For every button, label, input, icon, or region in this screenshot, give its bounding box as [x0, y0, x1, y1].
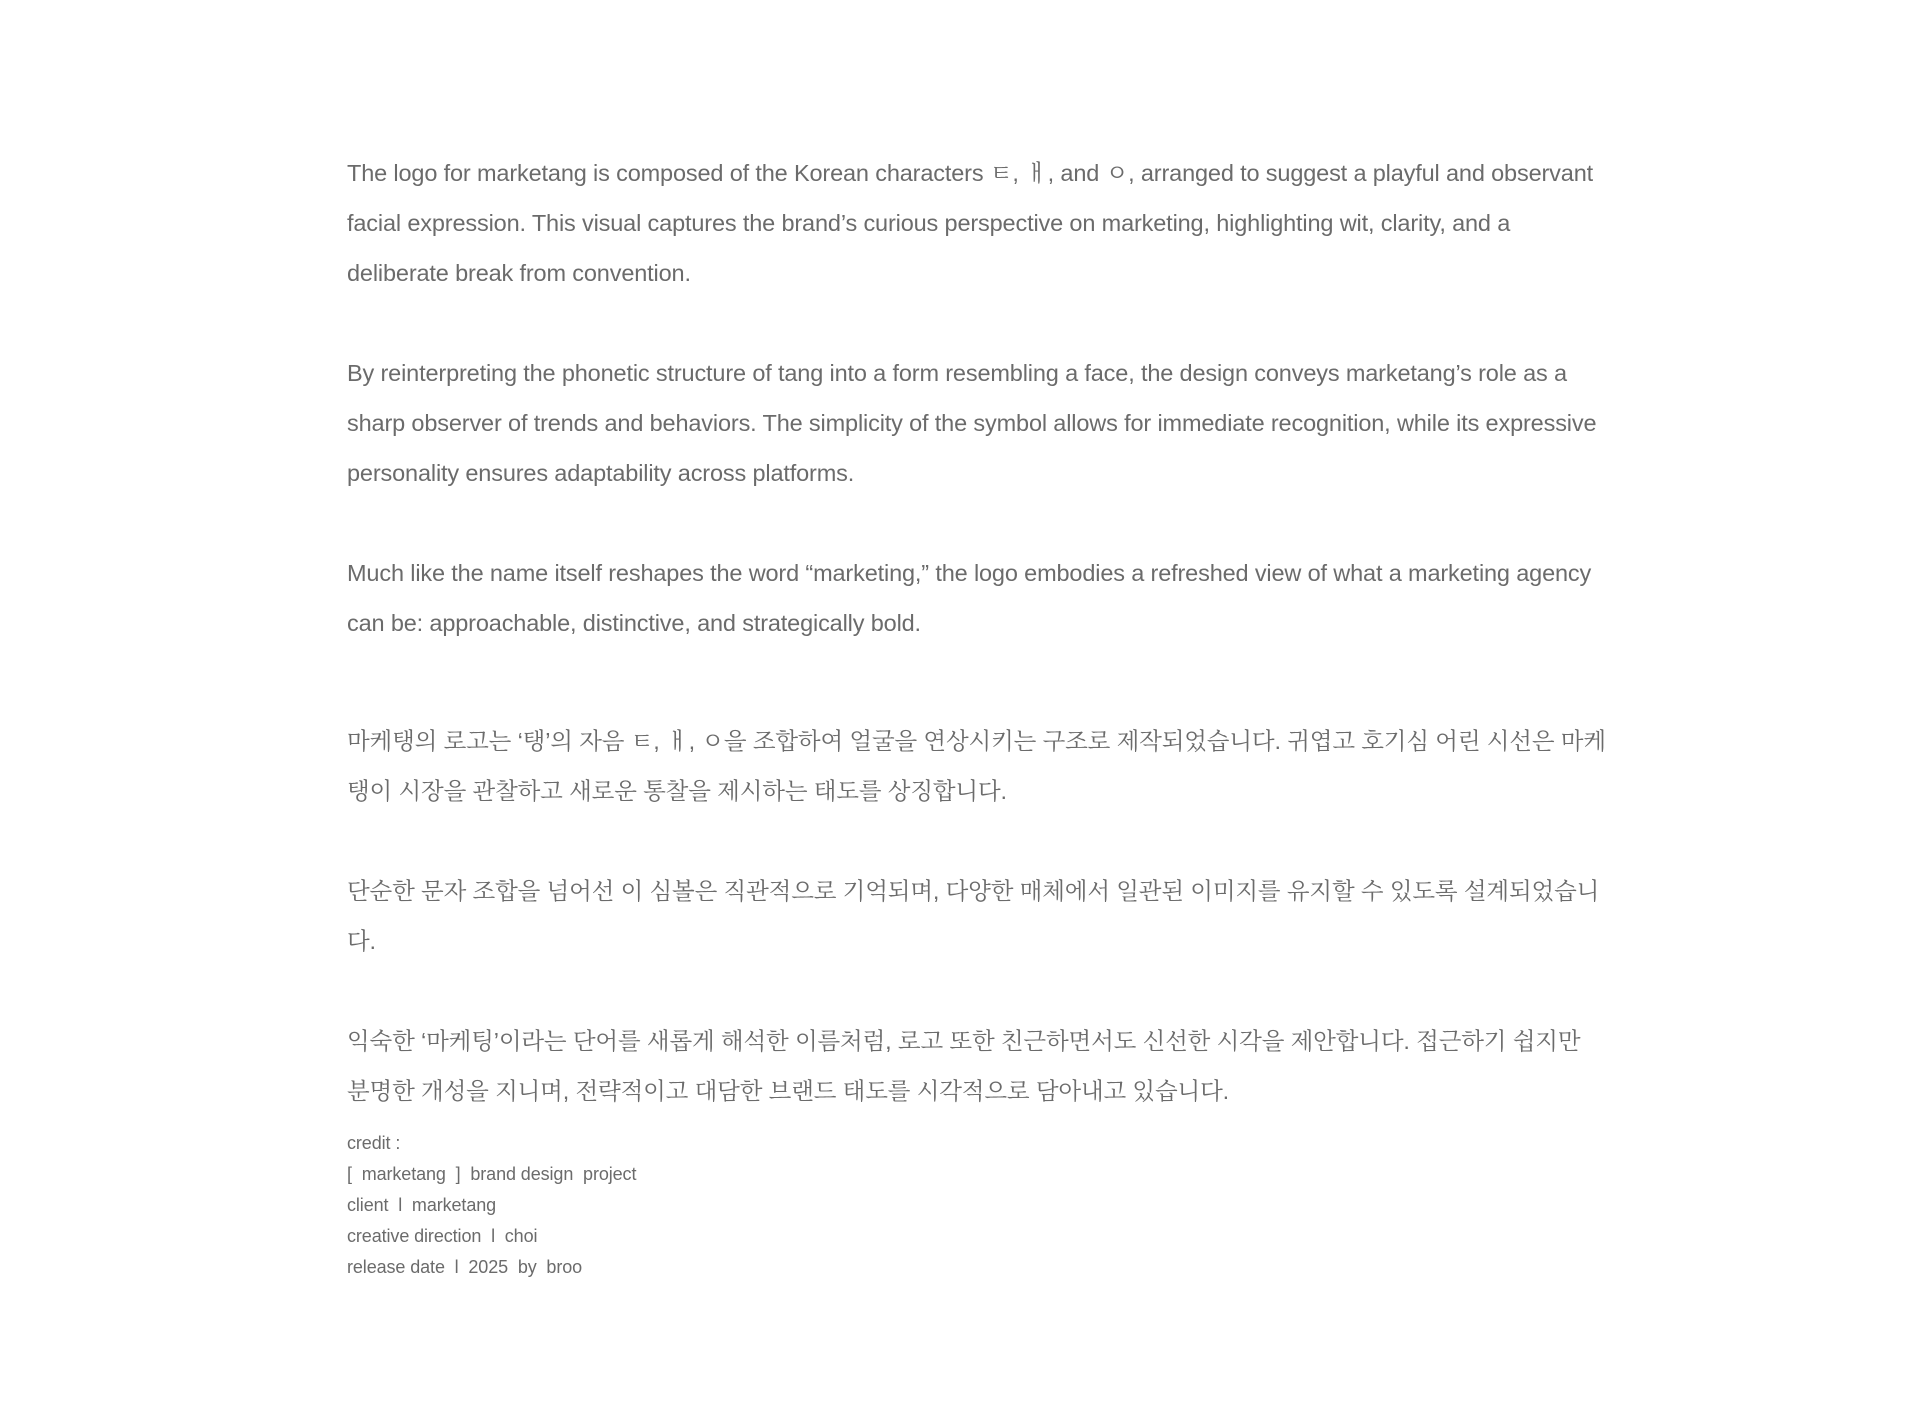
- project-description: [347, 148, 1607, 1116]
- english-description: [347, 148, 1607, 648]
- credit-release-date: release date l 2025 by broo: [347, 1257, 583, 1277]
- credit-client: client l marketang: [347, 1195, 497, 1215]
- english-paragraph-3: Much like the name itself reshapes the word “marketing,” the logo embodies a refreshed view of what a marketing agency can be: approachable, distinctive, and strategically bold.: [347, 560, 1592, 636]
- english-paragraph-2: By reinterpreting the phonetic structure of tang into a form resembling a face, the design conveys marketang’s role as a sharp observer of trends and behaviors. The simplicity of the symbol allows for immediate recognition, while its expressive personality ensures adaptability across platforms.: [347, 360, 1597, 486]
- korean-paragraph-3: 익숙한 ‘마케팅’이라는 단어를 새롭게 해석한 이름처럼, 로고 또한 친근하면서도 신선한 시각을 제안합니다. 접근하기 쉽지만 분명한 개성을 지니며, 전략적이고 대담한 브랜드 태도를 시각적으로 담아내고 있습니다.: [347, 1028, 1581, 1104]
- korean-paragraph-2: 단순한 문자 조합을 넘어선 이 심볼은 직관적으로 기억되며, 다양한 매체에서 일관된 이미지를 유지할 수 있도록 설계되었습니다.: [347, 878, 1600, 954]
- english-paragraph-1: The logo for marketang is composed of the Korean characters ㅌ, ㅐ, and ㅇ, arranged to suggest a playful and observant facial expression. This visual captures the brand’s curious perspective on marketing, highlighting wit, clarity, and a deliberate break from convention.: [347, 160, 1593, 286]
- korean-paragraph-1: 마케탱의 로고는 ‘탱’의 자음 ㅌ, ㅐ, ㅇ을 조합하여 얼굴을 연상시키는 구조로 제작되었습니다. 귀엽고 호기심 어린 시선은 마케탱이 시장을 관찰하고 새로운 통찰을 제시하는 태도를 상징합니다.: [347, 728, 1606, 804]
- credit-block: [347, 1128, 636, 1283]
- credit-heading: credit :: [347, 1133, 401, 1153]
- credit-creative-direction: creative direction l choi: [347, 1226, 538, 1246]
- credit-project: [ marketang ] brand design project: [347, 1164, 637, 1184]
- korean-description: [347, 716, 1607, 1116]
